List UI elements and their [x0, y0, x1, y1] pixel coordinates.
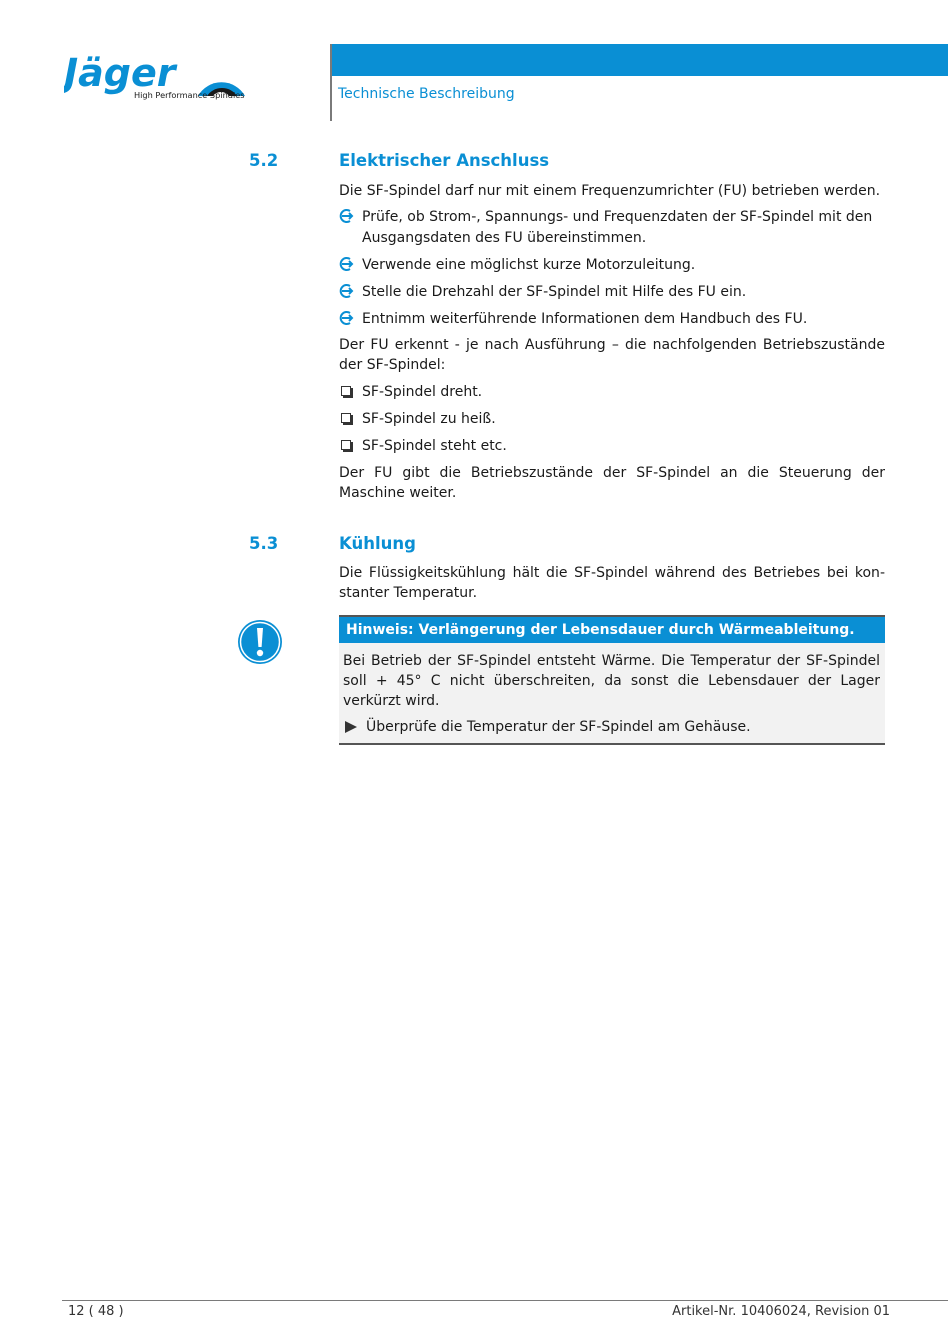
exclamation-icon [237, 619, 283, 665]
instruction-text: Verwende eine möglichst kurze Motorzuleitung. [362, 257, 696, 273]
section-number-5-3: 5.3 [249, 534, 279, 553]
instruction-text: Prüfe, ob Strom-, Spannungs- und Frequenzdaten der SF-Spindel mit den Ausgangsdaten des FU übereinstimmen. [362, 209, 873, 246]
cooling-intro: Die Flüssigkeitskühlung hält die SF-Spindel während des Betriebes bei konstanter Temperatur. [339, 565, 885, 601]
article-number: Artikel-Nr. 10406024, Revision 01 [672, 1304, 890, 1319]
section-title-electrical: Elektrischer Anschluss [339, 151, 550, 170]
header-title: Technische Beschreibung [338, 86, 515, 102]
page-number: 12 ( 48 ) [68, 1304, 124, 1319]
state-text: SF-Spindel zu heiß. [362, 411, 496, 427]
note-box [339, 615, 885, 745]
states-intro: Der FU erkennt - je nach Ausführung – die nachfolgenden Betriebszustände der SF-Spindel: [339, 337, 885, 373]
note-body: Bei Betrieb der SF-Spindel entsteht Wärme. Die Temperatur der SF-Spindel soll + 45° C nicht überschreiten, da sonst die Lebensdauer der Lager verkürzt wird. [343, 653, 880, 709]
instruction-text: Entnimm weiterführende Informationen dem Handbuch des FU. [362, 311, 808, 327]
header-bar [332, 44, 948, 76]
state-item [339, 382, 885, 403]
note-step-text: Überprüfe die Temperatur der SF-Spindel am Gehäuse. [366, 719, 751, 735]
state-item [339, 436, 885, 457]
arrow-right-icon [339, 256, 355, 272]
checkbox-icon [341, 440, 351, 450]
instruction-text: Stelle die Drehzahl der SF-Spindel mit Hilfe des FU ein. [362, 284, 747, 300]
instruction-item [339, 207, 885, 249]
note-heading: Hinweis: Verlängerung der Lebensdauer durch Wärmeableitung. [339, 617, 885, 643]
jaeger-logo [64, 50, 254, 106]
arrow-right-icon [339, 208, 355, 224]
state-text: SF-Spindel dreht. [362, 384, 483, 400]
section-intro: Die SF-Spindel darf nur mit einem Frequenzumrichter (FU) betrieben werden. [339, 183, 881, 199]
section-number-5-2: 5.2 [249, 151, 279, 170]
logo-tagline: High Performance Spindles [134, 90, 245, 100]
logo-brand: Jäger [64, 51, 176, 95]
state-text: SF-Spindel steht etc. [362, 438, 507, 454]
footer-divider [62, 1300, 948, 1301]
instruction-item [339, 282, 885, 303]
state-item [339, 409, 885, 430]
play-arrow-icon [345, 721, 357, 733]
instruction-item [339, 309, 885, 330]
section-title-cooling: Kühlung [339, 534, 416, 553]
arrow-right-icon [339, 310, 355, 326]
checkbox-icon [341, 386, 351, 396]
note-step [343, 717, 880, 737]
checkbox-icon [341, 413, 351, 423]
instruction-item [339, 255, 885, 276]
section-outro: Der FU gibt die Betriebszustände der SF-Spindel an die Steuerung der Maschine weiter. [339, 465, 885, 501]
arrow-right-icon [339, 283, 355, 299]
